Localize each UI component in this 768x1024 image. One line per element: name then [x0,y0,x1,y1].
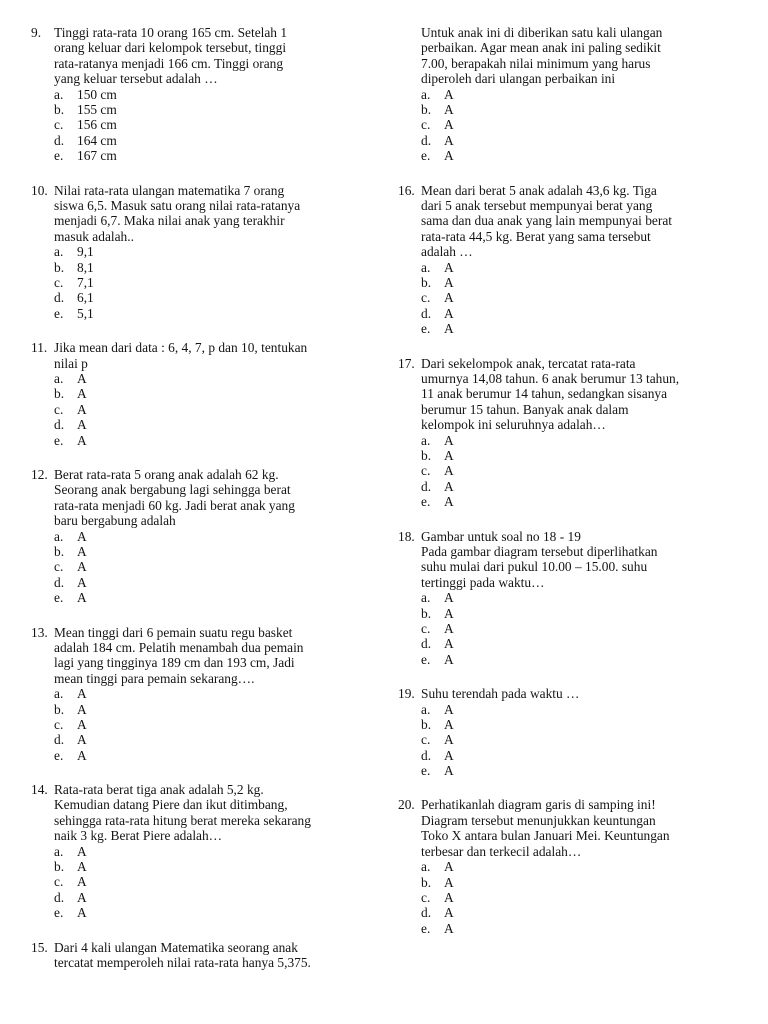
option-list [54,371,376,448]
answer-option [421,260,743,275]
option-letter: a. [54,86,64,102]
answer-option [54,260,376,275]
question-block [31,940,376,971]
answer-option [421,875,743,890]
question-text: Dari 4 kali ulangan Matematika seorang anak tercatat memperoleh nilai rata-rata hanya 5,375. [54,939,311,971]
option-letter: a. [54,528,64,544]
option-letter: d. [54,417,65,433]
option-text: 9,1 [77,244,94,260]
question-number: 18. [398,528,415,544]
answer-option [54,890,376,905]
answer-option [54,905,376,920]
answer-option [54,717,376,732]
option-letter: c. [54,874,64,890]
option-text: 6,1 [77,290,94,306]
option-text: 167 cm [77,148,117,164]
option-letter: a. [54,370,64,386]
answer-option [54,244,376,259]
question-number: 20. [398,797,415,813]
question-spacer [31,321,376,340]
question-spacer [31,763,376,782]
question-block [398,686,743,778]
answer-option [54,117,376,132]
option-text: A [77,590,87,606]
option-text: A [444,732,454,748]
option-letter: c. [421,620,431,636]
option-letter: c. [54,559,64,575]
option-text: A [444,716,454,732]
question-text: Jika mean dari data : 6, 4, 7, p dan 10, tentukan nilai p [54,340,308,371]
question-text: Perhatikanlah diagram garis di samping ini! Diagram tersebut menunjukkan keuntungan Toko X antara bulan Januari Mei. Keuntungan terbesar dan terkecil adalah… [421,797,670,859]
question-spacer [31,606,376,625]
option-letter: c. [421,117,431,133]
option-letter: e. [54,590,64,606]
answer-option [421,748,743,763]
option-letter: e. [54,747,64,763]
answer-option [421,702,743,717]
answer-option [421,652,743,667]
answer-option [421,463,743,478]
option-letter: d. [421,305,432,321]
answer-option [421,905,743,920]
question-block [398,529,743,668]
answer-option [54,87,376,102]
answer-option [421,290,743,305]
option-list [54,844,376,921]
answer-option [54,874,376,889]
option-text: A [444,102,454,118]
question-block [31,467,376,606]
option-text: A [444,905,454,921]
option-text: 5,1 [77,305,94,321]
option-text: 8,1 [77,259,94,275]
answer-option [421,479,743,494]
question-text: Dari sekelompok anak, tercatat rata-rata umurnya 14,08 tahun. 6 anak berumur 13 tahun, 11 anak berumur 14 tahun, sedangkan sisanya berumur 15 tahun. Banyak anak dalam kelompok ini seluruhnya adalah… [421,355,680,433]
answer-option [54,702,376,717]
question-number: 16. [398,182,415,198]
answer-option [54,559,376,574]
question-spacer [31,448,376,467]
option-text: A [77,859,87,875]
option-letter: b. [421,605,432,621]
option-text: A [444,605,454,621]
answer-option [421,606,743,621]
option-letter: d. [421,747,432,763]
option-letter: d. [421,636,432,652]
question-text: Nilai rata-rata ulangan matematika 7 orang siswa 6,5. Masuk satu orang nilai rata-ratanya menjadi 6,7. Maka nilai anak yang terakhir masuk adalah.. [54,182,301,244]
option-text: A [444,447,454,463]
answer-option [421,890,743,905]
option-letter: c. [54,117,64,133]
answer-option [421,859,743,874]
question-number: 19. [398,686,415,702]
option-letter: b. [421,275,432,290]
question-number: 17. [398,355,415,371]
option-text: A [444,275,454,290]
option-text: A [77,686,87,702]
option-text: A [444,620,454,636]
option-text: A [444,763,454,779]
option-letter: b. [54,701,65,717]
question-block [31,625,376,764]
option-text: 156 cm [77,117,117,133]
option-list [54,529,376,606]
answer-option [421,921,743,936]
option-text: A [444,874,454,890]
option-list [421,260,743,337]
question-spacer [398,164,743,183]
question-spacer [31,164,376,183]
option-letter: e. [54,148,64,164]
option-text: A [444,117,454,133]
option-letter: a. [54,686,64,702]
answer-option [54,433,376,448]
option-text: 164 cm [77,132,117,148]
question-block [31,183,376,322]
question-spacer [398,337,743,356]
option-letter: a. [421,590,431,606]
question-text: Tinggi rata-rata 10 orang 165 cm. Setelah 1 orang keluar dari kelompok tersebut, tinggi rata-ratanya menjadi 166 cm. Tinggi orang yang keluar tersebut adalah … [54,25,288,87]
option-text: 155 cm [77,102,117,118]
answer-option [421,275,743,290]
option-text: A [77,528,87,544]
answer-option [54,102,376,117]
question-number: 13. [31,624,48,640]
answer-option [54,544,376,559]
answer-option [421,306,743,321]
option-letter: e. [421,148,431,164]
option-letter: d. [421,905,432,921]
option-text: A [444,305,454,321]
option-text: A [444,86,454,102]
option-letter: b. [54,859,65,875]
option-text: A [444,889,454,905]
answer-option [54,386,376,401]
option-text: A [77,747,87,763]
option-letter: b. [421,716,432,732]
option-letter: e. [421,763,431,779]
answer-option [54,590,376,605]
question-block [31,25,376,164]
answer-option [421,321,743,336]
option-list [54,244,376,321]
question-text: Suhu terendah pada waktu … [421,686,580,702]
answer-option [54,306,376,321]
option-text: A [444,132,454,148]
option-text: 150 cm [77,86,117,102]
question-number: 12. [31,466,48,482]
option-letter: c. [54,274,64,290]
option-text: A [444,920,454,936]
option-letter: b. [54,102,65,118]
option-text: A [444,747,454,763]
answer-option [421,433,743,448]
option-letter: b. [54,386,65,402]
option-text: A [444,859,454,875]
question-spacer [398,510,743,529]
option-list [54,686,376,763]
answer-option [54,133,376,148]
answer-option [421,590,743,605]
option-text: A [77,386,87,402]
option-text: A [77,716,87,732]
option-letter: e. [54,305,64,321]
option-letter: d. [54,732,65,748]
option-text: A [444,494,454,510]
option-letter: d. [54,132,65,148]
answer-option [421,763,743,778]
answer-option [421,494,743,509]
question-number: 9. [31,25,42,40]
question-text: Berat rata-rata 5 orang anak adalah 62 kg. Seorang anak bergabung lagi sehingga berat rata-rata menjadi 60 kg. Jadi berat anak yang baru bergabung adalah [54,466,295,529]
option-letter: a. [421,859,431,875]
option-list [421,702,743,779]
answer-option [54,575,376,590]
option-letter: e. [421,494,431,510]
option-letter: a. [421,86,431,102]
option-letter: b. [421,874,432,890]
option-list [421,859,743,936]
option-text: A [77,559,87,575]
answer-option [54,371,376,386]
question-spacer [398,778,743,797]
option-text: A [77,401,87,417]
answer-option [421,133,743,148]
option-text: A [77,370,87,386]
option-letter: d. [54,574,65,590]
answer-option [54,859,376,874]
answer-option [54,686,376,701]
option-text: A [444,636,454,652]
option-text: A [77,417,87,433]
option-text: A [444,321,454,337]
question-text: Mean tinggi dari 6 pemain suatu regu basket adalah 184 cm. Pelatih menambah dua pemain lagi yang tingginya 189 cm dan 193 cm, Jadi mean tinggi para pemain sekarang…. [54,624,304,686]
option-list [54,87,376,164]
option-letter: c. [421,463,431,479]
answer-option [54,275,376,290]
option-letter: c. [421,290,431,306]
answer-option [421,117,743,132]
answer-option [421,732,743,747]
option-text: A [77,432,87,448]
option-list [421,433,743,510]
option-letter: d. [421,132,432,148]
option-letter: c. [421,732,431,748]
question-block [398,25,743,164]
option-letter: a. [54,244,64,260]
question-number: 10. [31,182,48,198]
option-text: A [444,701,454,717]
question-block [31,340,376,448]
option-letter: e. [54,432,64,448]
option-text: A [444,148,454,164]
question-spacer [31,921,376,940]
option-letter: a. [421,432,431,448]
answer-option [421,621,743,636]
option-letter: e. [421,920,431,936]
option-text: A [77,543,87,559]
answer-option [54,148,376,163]
option-letter: a. [421,259,431,275]
option-text: 7,1 [77,274,94,290]
answer-option [54,402,376,417]
option-text: A [444,463,454,479]
option-letter: e. [54,905,64,921]
answer-option [54,290,376,305]
question-block [398,797,743,936]
option-letter: b. [54,259,65,275]
answer-option [421,636,743,651]
question-number: 11. [31,340,48,356]
answer-option [421,448,743,463]
question-number: 14. [31,782,48,798]
option-letter: c. [54,716,64,732]
option-letter: c. [54,401,64,417]
answer-option [54,732,376,747]
option-letter: b. [54,543,65,559]
option-text: A [77,905,87,921]
option-text: A [444,259,454,275]
answer-option [421,102,743,117]
answer-option [54,417,376,432]
option-letter: b. [421,447,432,463]
option-letter: b. [421,102,432,118]
question-block [31,782,376,921]
question-text: Mean dari berat 5 anak adalah 43,6 kg. Tiga dari 5 anak tersebut mempunyai berat yang sama dan dua anak yang lain mempunyai berat rata-rata 44,5 kg. Berat yang sama tersebut adalah … [421,182,672,260]
option-letter: d. [421,478,432,494]
answer-option [54,844,376,859]
answer-option [421,717,743,732]
option-text: A [444,651,454,667]
option-letter: d. [54,290,65,306]
question-text: Gambar untuk soal no 18 - 19 Pada gambar diagram tersebut diperlihatkan suhu mulai dari pukul 10.00 – 15.00. suhu tertinggi pada waktu… [421,528,658,590]
option-list [421,590,743,667]
answer-option [54,748,376,763]
answer-option [54,529,376,544]
option-text: A [444,290,454,306]
option-text: A [77,874,87,890]
option-letter: e. [421,321,431,337]
option-letter: e. [421,651,431,667]
question-text: Untuk anak ini di diberikan satu kali ulangan perbaikan. Agar mean anak ini paling sedikit 7.00, berapakah nilai minimum yang harus diperoleh dari ulangan perbaikan ini [421,25,663,87]
option-list [421,87,743,164]
question-number: 15. [31,939,48,955]
question-block [398,183,743,337]
answer-option [421,87,743,102]
question-text: Rata-rata berat tiga anak adalah 5,2 kg. Kemudian datang Piere dan ikut ditimbang, sehingga rata-rata hitung berat mereka sekarang naik 3 kg. Berat Piere adalah… [54,782,311,844]
option-text: A [444,432,454,448]
option-text: A [77,843,87,859]
question-block [398,356,743,510]
option-text: A [77,701,87,717]
option-letter: a. [421,701,431,717]
option-text: A [444,590,454,606]
option-text: A [77,889,87,905]
answer-option [421,148,743,163]
option-letter: d. [54,889,65,905]
option-letter: c. [421,889,431,905]
option-text: A [77,732,87,748]
option-text: A [444,478,454,494]
option-text: A [77,574,87,590]
right-column [398,25,743,936]
left-column [31,25,376,970]
question-spacer [398,667,743,686]
option-letter: a. [54,843,64,859]
